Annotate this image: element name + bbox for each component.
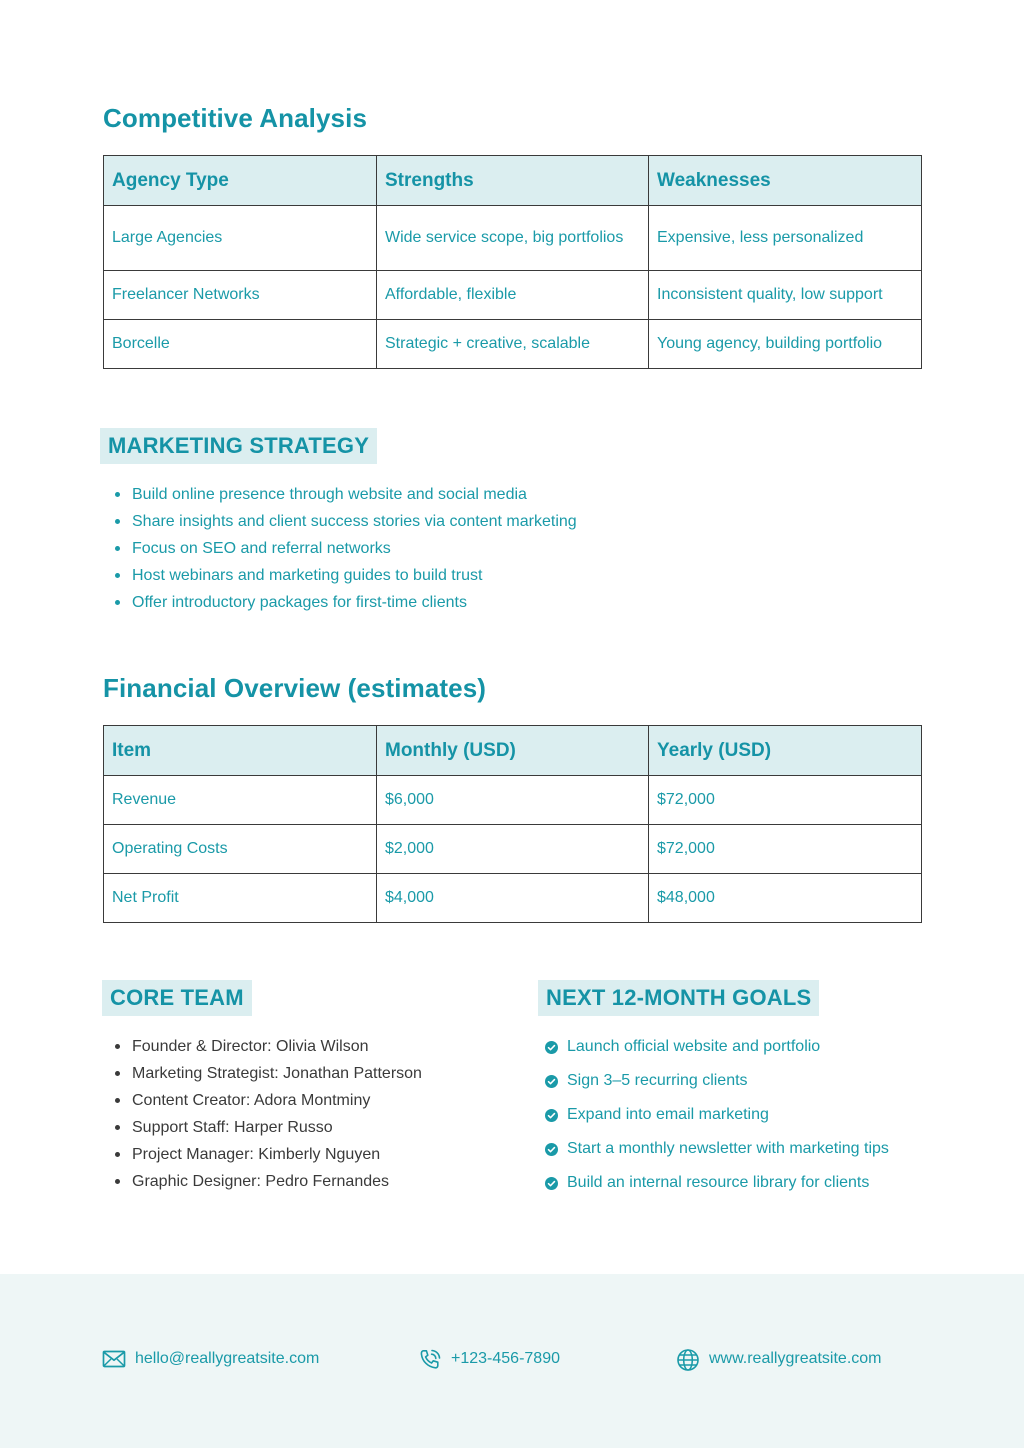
table-cell: Wide service scope, big portfolios (377, 206, 649, 271)
list-item: Share insights and client success stories via content marketing (104, 508, 577, 535)
check-circle-icon (545, 1143, 558, 1156)
website-link[interactable]: www.reallygreatsite.com (709, 1350, 882, 1367)
table-cell: Large Agencies (104, 206, 377, 271)
goal-text: Launch official website and portfolio (567, 1038, 821, 1055)
table-cell: $2,000 (377, 825, 649, 874)
table-cell: Strategic + creative, scalable (377, 320, 649, 369)
globe-icon (676, 1348, 700, 1372)
table-header-row (104, 726, 922, 776)
core-team-title: CORE TEAM (102, 980, 252, 1016)
marketing-strategy-list (104, 481, 577, 616)
column-header: Weaknesses (649, 156, 922, 206)
footer-website[interactable] (676, 1347, 916, 1371)
goal-text: Expand into email marketing (567, 1106, 769, 1123)
check-circle-icon (545, 1041, 558, 1054)
check-circle-icon (545, 1177, 558, 1190)
table-row (104, 874, 922, 923)
table-cell: $72,000 (649, 776, 922, 825)
table-cell: $6,000 (377, 776, 649, 825)
list-item: Content Creator: Adora Montminy (104, 1087, 422, 1114)
financial-overview-title: Financial Overview (estimates) (103, 673, 487, 703)
envelope-icon (102, 1348, 126, 1370)
goals-list (538, 1034, 889, 1204)
list-item: Host webinars and marketing guides to build trust (104, 562, 577, 589)
goal-text: Start a monthly newsletter with marketing tips (567, 1140, 889, 1157)
footer-phone[interactable] (418, 1347, 598, 1371)
table-row (104, 776, 922, 825)
list-item: Founder & Director: Olivia Wilson (104, 1033, 422, 1060)
table-cell: Expensive, less personalized (649, 206, 922, 271)
list-item: Build online presence through website and social media (104, 481, 577, 508)
list-item (538, 1170, 889, 1204)
table-row (104, 825, 922, 874)
list-item: Support Staff: Harper Russo (104, 1114, 422, 1141)
list-item: Offer introductory packages for first-time clients (104, 589, 577, 616)
competitive-analysis-table (103, 155, 922, 369)
table-row (104, 271, 922, 320)
list-item: Focus on SEO and referral networks (104, 535, 577, 562)
goal-text: Build an internal resource library for clients (567, 1174, 870, 1191)
list-item: Marketing Strategist: Jonathan Patterson (104, 1060, 422, 1087)
table-cell: Young agency, building portfolio (649, 320, 922, 369)
financial-overview-table (103, 725, 922, 923)
table-row (104, 320, 922, 369)
list-item (538, 1034, 889, 1068)
table-cell: Net Profit (104, 874, 377, 923)
core-team-list (104, 1033, 422, 1195)
list-item (538, 1136, 889, 1170)
check-circle-icon (545, 1109, 558, 1122)
table-cell: $4,000 (377, 874, 649, 923)
table-cell: $48,000 (649, 874, 922, 923)
column-header: Yearly (USD) (649, 726, 922, 776)
marketing-strategy-title: MARKETING STRATEGY (100, 428, 377, 464)
goal-text: Sign 3–5 recurring clients (567, 1072, 748, 1089)
table-cell: Operating Costs (104, 825, 377, 874)
table-cell: Freelancer Networks (104, 271, 377, 320)
table-cell: Inconsistent quality, low support (649, 271, 922, 320)
column-header: Item (104, 726, 377, 776)
goals-title: NEXT 12-MONTH GOALS (538, 980, 819, 1016)
table-cell: Revenue (104, 776, 377, 825)
list-item (538, 1102, 889, 1136)
list-item: Project Manager: Kimberly Nguyen (104, 1141, 422, 1168)
table-cell: $72,000 (649, 825, 922, 874)
footer-email[interactable] (102, 1347, 362, 1371)
table-row (104, 206, 922, 271)
competitive-analysis-title: Competitive Analysis (103, 103, 368, 133)
check-circle-icon (545, 1075, 558, 1088)
table-header-row (104, 156, 922, 206)
phone-icon (418, 1348, 442, 1372)
table-cell: Affordable, flexible (377, 271, 649, 320)
column-header: Agency Type (104, 156, 377, 206)
phone-number[interactable]: +123-456-7890 (451, 1350, 560, 1367)
list-item: Graphic Designer: Pedro Fernandes (104, 1168, 422, 1195)
column-header: Monthly (USD) (377, 726, 649, 776)
email-link[interactable]: hello@reallygreatsite.com (135, 1350, 320, 1367)
list-item (538, 1068, 889, 1102)
column-header: Strengths (377, 156, 649, 206)
table-cell: Borcelle (104, 320, 377, 369)
